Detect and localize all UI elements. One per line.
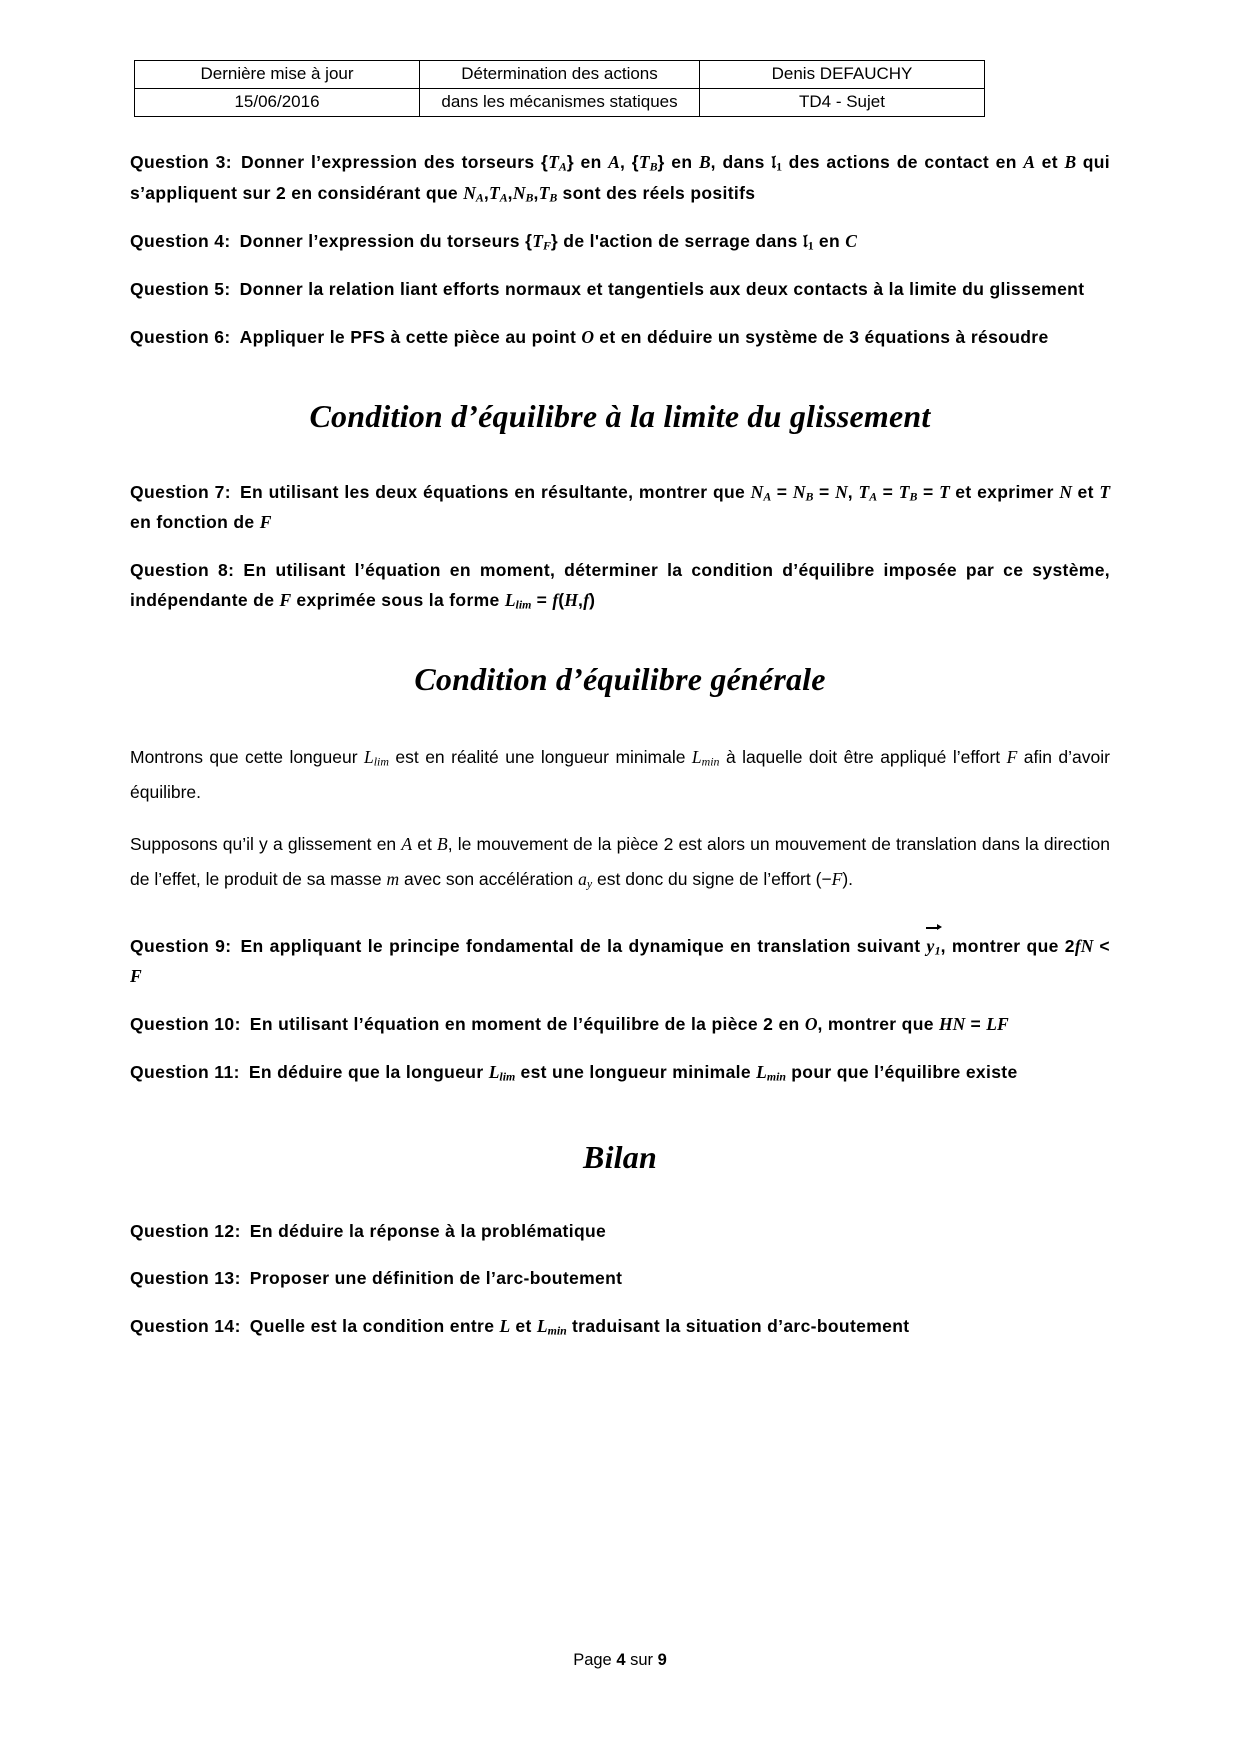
question-10-label: Question 10: <box>130 1013 241 1034</box>
question-14: Question 14: Quelle est la condition entre L et $L_{min}$ traduisant la situation d’arc-boutement <box>130 1315 910 1338</box>
section-heading-equilibre-generale: Condition d’équilibre générale <box>414 660 826 697</box>
question-10: Question 10: En utilisant l’équation en moment de l’équilibre de la pièce 2 en O, montrer que HN = LF <box>130 1013 1009 1034</box>
question-13-label: Question 13: <box>130 1268 241 1289</box>
question-4-label: Question 4: <box>130 230 231 251</box>
paragraph-longueur-minimale: Montrons que cette longueur $L_{lim}$ est en réalité une longueur minimale $L_{min}$ à laquelle doit être appliqué l’effort F afin d’avoir équilibre. <box>130 746 1110 802</box>
question-9-label: Question 9: <box>130 936 232 957</box>
question-7-label: Question 7: <box>130 481 231 502</box>
question-3: Question 3: Donner l’expression des torseurs $\{T_A\}$ en A, $\{T_B\}$ en B, dans 𝔩$_1$ des actions de contact en A et B qui s’appliquent sur 2 en considérant que $N_A,T_A,N_B,T_B$ sont des réels positifs <box>130 151 1111 205</box>
questions-block-top <box>130 147 1110 352</box>
paragraph-glissement: Supposons qu’il y a glissement en A et B, le mouvement de la pièce 2 est alors un mouvement de translation dans la direction de l’effet, le produit de sa masse m avec son accélération $a_y$ est donc du signe de l’effort (−F). <box>130 834 1110 891</box>
question-11: Question 11: En déduire que la longueur $L_{lim}$ est une longueur minimale $L_{min}$ pour que l’équilibre existe <box>130 1061 1018 1084</box>
footer-total-pages: 9 <box>657 1651 667 1669</box>
footer-middle: sur <box>625 1651 658 1669</box>
vector-y1-icon: $y_1$ <box>927 931 941 961</box>
section-heading-bilan: Bilan <box>583 1138 657 1175</box>
header-table <box>134 60 985 117</box>
question-6: Question 6: Appliquer le PFS à cette pièce au point O et en déduire un système de 3 équations à résoudre <box>130 326 1049 347</box>
question-5-label: Question 5: <box>130 279 231 300</box>
question-12: Question 12: En déduire la réponse à la problématique <box>130 1220 607 1241</box>
questions-block-section1 <box>130 477 1110 615</box>
questions-block-section2 <box>130 931 1110 1086</box>
question-13: Question 13: Proposer une définition de l’arc-boutement <box>130 1268 623 1289</box>
question-14-label: Question 14: <box>130 1315 241 1336</box>
question-12-label: Question 12: <box>130 1220 241 1241</box>
header-cell-author: Denis DEFAUCHY <box>700 61 985 89</box>
footer-prefix: Page <box>573 1651 617 1669</box>
question-6-label: Question 6: <box>130 326 231 347</box>
question-11-label: Question 11: <box>130 1061 240 1082</box>
question-8-label: Question 8: <box>130 559 235 580</box>
question-5: Question 5: Donner la relation liant efforts normaux et tangentiels aux deux contacts à la limite du glissement <box>130 279 1085 300</box>
header-cell-title-line2: dans les mécanismes statiques <box>420 88 700 116</box>
question-8: Question 8: En utilisant l’équation en moment, déterminer la condition d’équilibre imposée par ce système, indépendante de F exprimée sous la forme $L_{lim} = f(H,f)$ <box>130 559 1110 612</box>
header-cell-last-update-date: 15/06/2016 <box>135 88 420 116</box>
question-7: Question 7: En utilisant les deux équations en résultante, montrer que $N_A = N_B = N$, $T_A = T_B = T$ et exprimer N et T en fonction de F <box>130 481 1111 532</box>
page-footer <box>0 1651 1240 1670</box>
footer-current-page: 4 <box>616 1651 626 1669</box>
questions-block-bilan <box>130 1216 1110 1341</box>
question-4: Question 4: Donner l’expression du torseurs $\{T_F\}$ de l'action de serrage dans 𝔩$_1$ en C <box>130 230 857 253</box>
question-3-label: Question 3: <box>130 151 233 172</box>
header-cell-last-update-label: Dernière mise à jour <box>135 61 420 89</box>
header-table-row <box>135 88 985 116</box>
header-cell-document-id: TD4 - Sujet <box>700 88 985 116</box>
header-table-row <box>135 61 985 89</box>
section-heading-equilibre-limite: Condition d’équilibre à la limite du glissement <box>309 397 931 434</box>
question-9: Question 9: En appliquant le principe fondamental de la dynamique en translation suivant $y_1$ , montrer que 2fN < F <box>130 931 1110 991</box>
header-cell-title-line1: Détermination des actions <box>420 61 700 89</box>
